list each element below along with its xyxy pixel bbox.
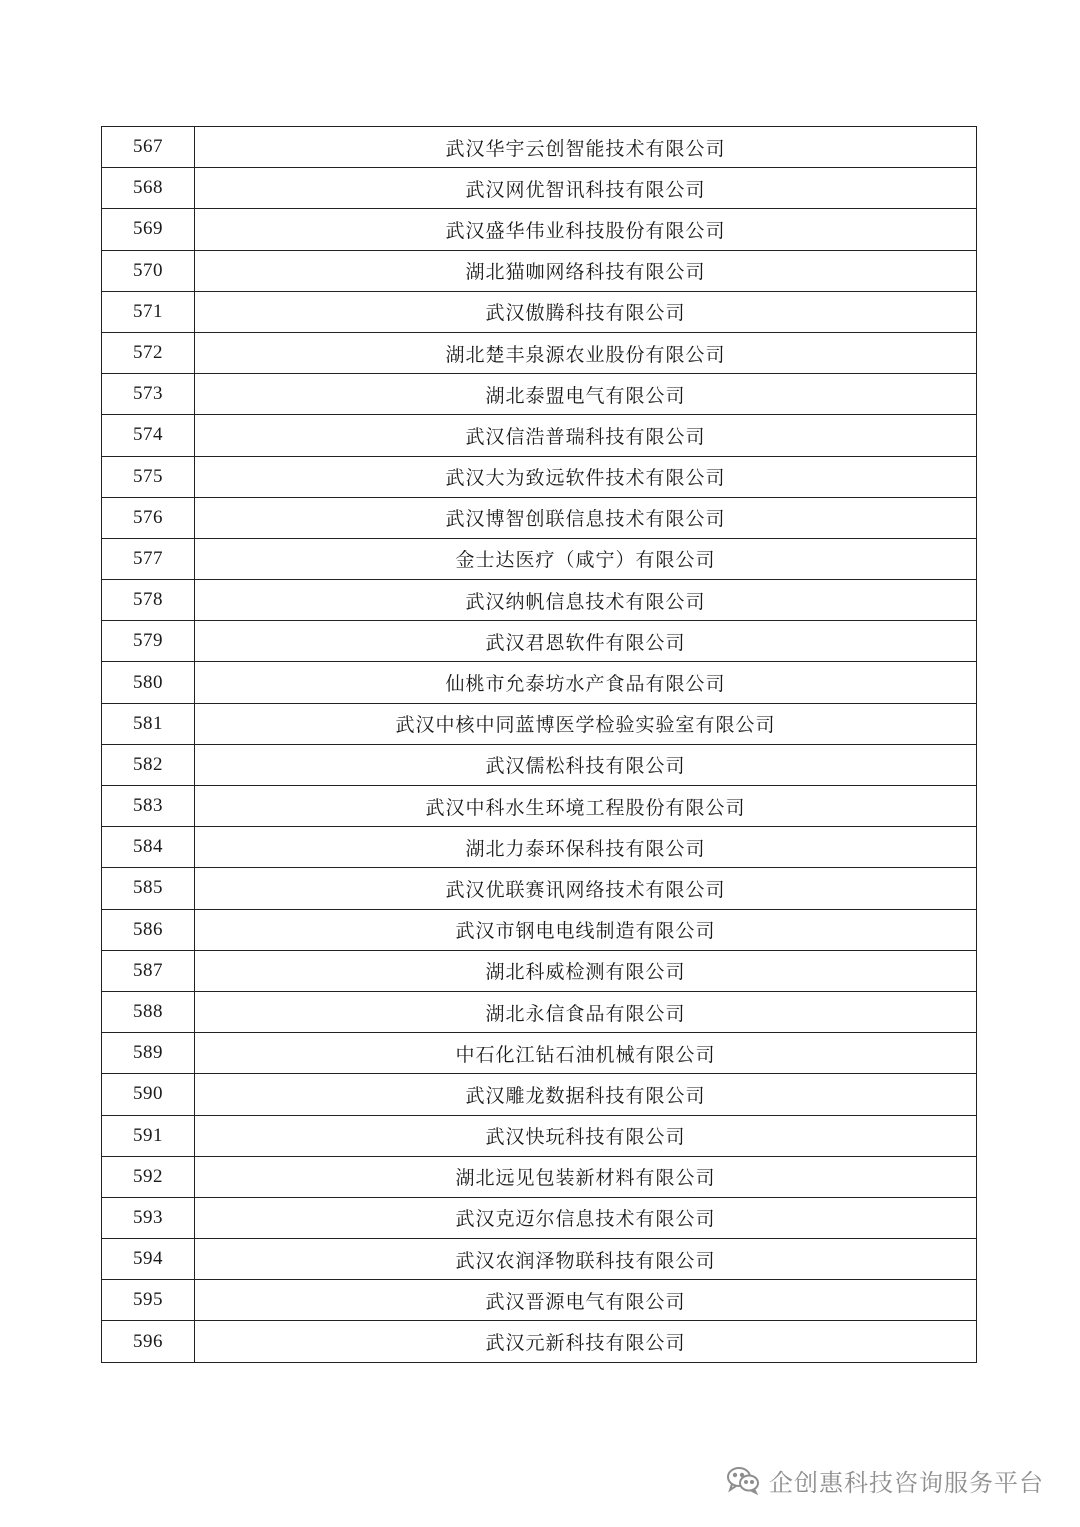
table-row	[102, 662, 977, 703]
table-row	[102, 415, 977, 456]
company-name: 湖北远见包装新材料有限公司	[195, 1156, 977, 1197]
company-name: 湖北楚丰泉源农业股份有限公司	[195, 332, 977, 373]
row-number: 577	[102, 538, 195, 579]
row-number: 578	[102, 580, 195, 621]
row-number: 593	[102, 1197, 195, 1238]
company-name: 武汉中科水生环境工程股份有限公司	[195, 786, 977, 827]
company-name: 武汉快玩科技有限公司	[195, 1115, 977, 1156]
table-row	[102, 1074, 977, 1115]
table-row	[102, 332, 977, 373]
company-name: 武汉市钢电电线制造有限公司	[195, 909, 977, 950]
company-name: 中石化江钻石油机械有限公司	[195, 1033, 977, 1074]
row-number: 570	[102, 250, 195, 291]
table-row	[102, 209, 977, 250]
row-number: 592	[102, 1156, 195, 1197]
table-row	[102, 1197, 977, 1238]
company-name: 武汉晋源电气有限公司	[195, 1280, 977, 1321]
table-row	[102, 1321, 977, 1362]
row-number: 579	[102, 621, 195, 662]
company-name: 武汉优联赛讯网络技术有限公司	[195, 868, 977, 909]
company-name: 武汉元新科技有限公司	[195, 1321, 977, 1362]
row-number: 591	[102, 1115, 195, 1156]
row-number: 589	[102, 1033, 195, 1074]
row-number: 571	[102, 291, 195, 332]
row-number: 569	[102, 209, 195, 250]
company-name: 武汉中核中同蓝博医学检验实验室有限公司	[195, 703, 977, 744]
company-name: 武汉纳帆信息技术有限公司	[195, 580, 977, 621]
table-row	[102, 909, 977, 950]
row-number: 596	[102, 1321, 195, 1362]
row-number: 572	[102, 332, 195, 373]
row-number: 576	[102, 497, 195, 538]
company-name: 武汉儒松科技有限公司	[195, 744, 977, 785]
table-row	[102, 786, 977, 827]
company-name: 武汉农润泽物联科技有限公司	[195, 1239, 977, 1280]
company-name: 武汉雕龙数据科技有限公司	[195, 1074, 977, 1115]
table-row	[102, 950, 977, 991]
table-row	[102, 497, 977, 538]
table-row	[102, 168, 977, 209]
table-row	[102, 621, 977, 662]
table-row	[102, 1115, 977, 1156]
table-row	[102, 1156, 977, 1197]
row-number: 580	[102, 662, 195, 703]
row-number: 581	[102, 703, 195, 744]
table-row	[102, 868, 977, 909]
row-number: 567	[102, 127, 195, 168]
company-name: 武汉博智创联信息技术有限公司	[195, 497, 977, 538]
row-number: 582	[102, 744, 195, 785]
company-name: 武汉克迈尔信息技术有限公司	[195, 1197, 977, 1238]
company-name: 武汉君恩软件有限公司	[195, 621, 977, 662]
watermark	[725, 1460, 1044, 1500]
table-row	[102, 1239, 977, 1280]
company-name: 武汉盛华伟业科技股份有限公司	[195, 209, 977, 250]
company-name: 武汉华宇云创智能技术有限公司	[195, 127, 977, 168]
row-number: 575	[102, 456, 195, 497]
row-number: 583	[102, 786, 195, 827]
company-name: 湖北力泰环保科技有限公司	[195, 827, 977, 868]
wechat-icon	[725, 1465, 761, 1495]
table-row	[102, 374, 977, 415]
company-name: 湖北科威检测有限公司	[195, 950, 977, 991]
company-name: 武汉大为致远软件技术有限公司	[195, 456, 977, 497]
company-name: 仙桃市允泰坊水产食品有限公司	[195, 662, 977, 703]
row-number: 595	[102, 1280, 195, 1321]
table-row	[102, 250, 977, 291]
company-name: 武汉信浩普瑞科技有限公司	[195, 415, 977, 456]
table-row	[102, 827, 977, 868]
row-number: 586	[102, 909, 195, 950]
table-row	[102, 1280, 977, 1321]
company-name: 武汉网优智讯科技有限公司	[195, 168, 977, 209]
table-row	[102, 456, 977, 497]
table-row	[102, 127, 977, 168]
row-number: 590	[102, 1074, 195, 1115]
table-row	[102, 538, 977, 579]
table-row	[102, 580, 977, 621]
company-list-body	[102, 127, 977, 1363]
row-number: 584	[102, 827, 195, 868]
row-number: 574	[102, 415, 195, 456]
company-name: 金士达医疗（咸宁）有限公司	[195, 538, 977, 579]
table-row	[102, 291, 977, 332]
row-number: 594	[102, 1239, 195, 1280]
table-row	[102, 1033, 977, 1074]
company-list-table	[101, 126, 977, 1363]
watermark-text: 企创惠科技咨询服务平台	[769, 1468, 1044, 1497]
company-name: 湖北猫咖网络科技有限公司	[195, 250, 977, 291]
table-row	[102, 744, 977, 785]
row-number: 568	[102, 168, 195, 209]
company-name: 湖北永信食品有限公司	[195, 991, 977, 1032]
table-row	[102, 703, 977, 744]
row-number: 587	[102, 950, 195, 991]
row-number: 573	[102, 374, 195, 415]
company-name: 武汉傲腾科技有限公司	[195, 291, 977, 332]
company-name: 湖北泰盟电气有限公司	[195, 374, 977, 415]
table-row	[102, 991, 977, 1032]
row-number: 585	[102, 868, 195, 909]
row-number: 588	[102, 991, 195, 1032]
